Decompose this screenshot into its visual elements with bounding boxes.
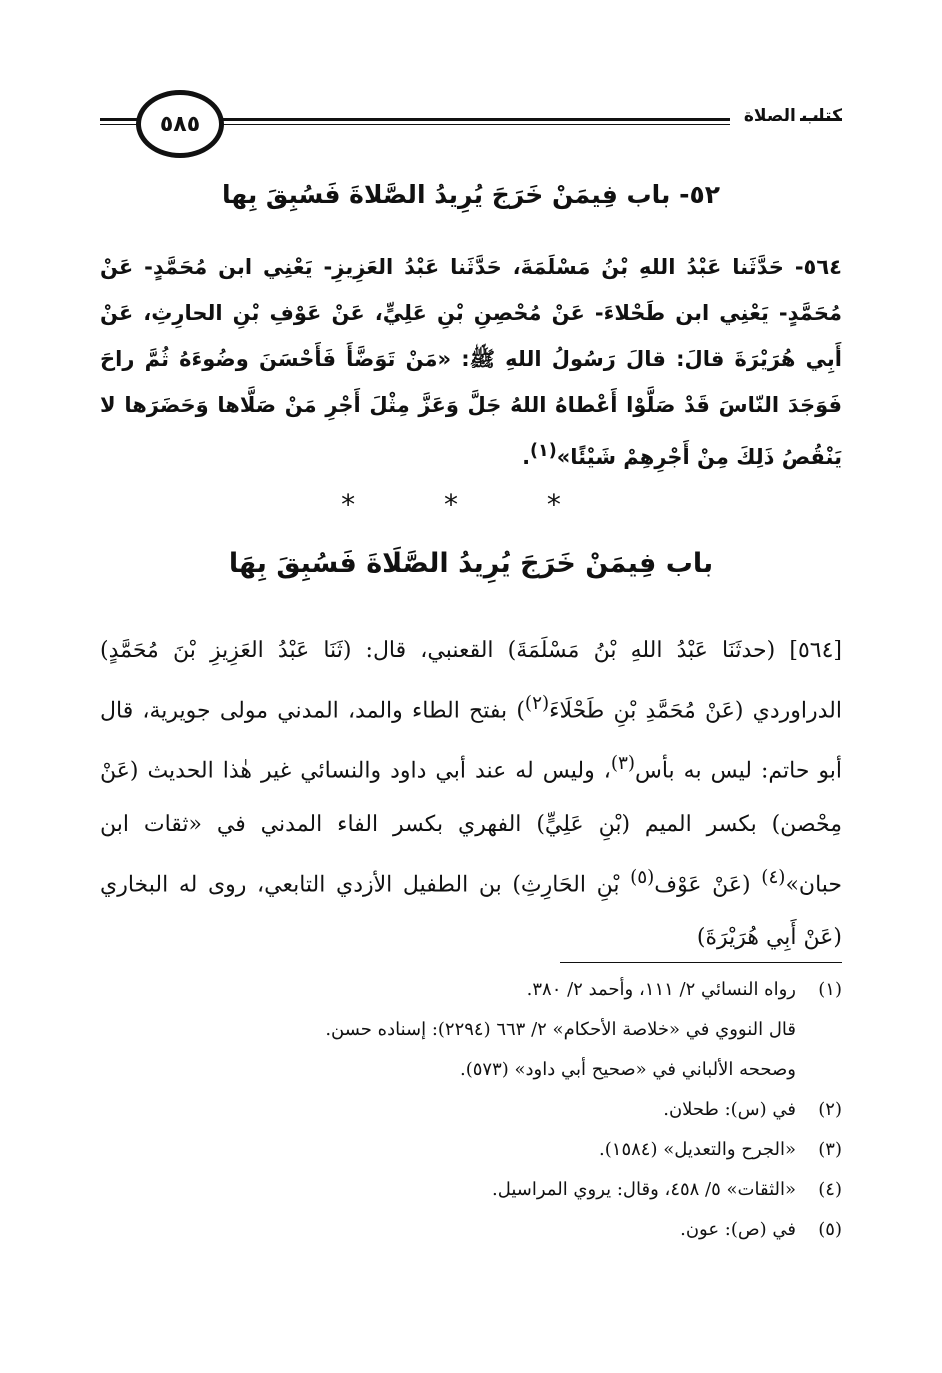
commentary-title: باب فِيمَنْ خَرَجَ يُرِيدُ الصَّلَاةَ فَسُبِقَ بِهَا <box>228 548 714 579</box>
page-number: ٥٨٥ <box>159 111 201 137</box>
page-number-oval <box>136 90 224 158</box>
footnote-5 <box>140 1210 842 1250</box>
running-title: كتاب الصلاة <box>743 106 842 126</box>
page-header <box>100 84 842 164</box>
footnote-1-line-2: قال النووي في «خلاصة الأحكام» ٢/ ٦٦٣ (٢٢٩٤): إسناده حسن. <box>325 1019 796 1040</box>
footnote-text: «الثقات» ٥/ ٤٥٨، وقال: يروي المراسيل. <box>492 1179 796 1200</box>
hadith-end: . <box>522 445 531 469</box>
footnote-2 <box>140 1090 842 1130</box>
hadith-text <box>100 244 842 480</box>
header-rule-left <box>100 118 140 121</box>
footnote-number: (٤) <box>818 1179 842 1200</box>
footnote-4 <box>140 1170 842 1210</box>
footnote-ref-5: (٥) <box>630 866 655 888</box>
footnote-separator <box>560 962 842 963</box>
hadith-body: ٥٦٤- حَدَّثَنا عَبْدُ اللهِ بْنُ مَسْلَمَةَ، حَدَّثَنا عَبْدُ العَزِيزِ- يَعْنِي ابن مُحَمَّدٍ- عَنْ مُحَمَّدٍ- يَعْنِي ابن طَحْلاءَ- عَنْ مُحْصِنِ بْنِ عَلِيٍّ، عَنْ عَوْفِ بْنِ الحارِثِ، عَنْ أَبِي هُرَيْرَةَ قالَ: قالَ رَسُولُ اللهِ ﷺ: «مَنْ تَوَضَّأَ فَأَحْسَنَ وضُوءَهُ ثُمَّ راحَ فَوَجَدَ النّاسَ قَدْ صَلَّوْا أَعْطاهُ اللهُ جَلَّ وَعَزَّ مِثْلَ أَجْرِ مَنْ صَلَّاها وَحَضَرَها لا يَنْقُصُ ذَلِكَ مِنْ أَجْرِهِمْ شَيْئًا» <box>100 255 842 469</box>
footnote-text: «الجرح والتعديل» (١٥٨٤). <box>599 1139 796 1160</box>
footnote-3 <box>140 1130 842 1170</box>
footnote-ref-2: (٢) <box>524 693 550 714</box>
header-rule-main-thin <box>220 124 730 125</box>
footnote-1 <box>140 970 842 1010</box>
commentary-part-4: (عَنْ عَوْف <box>654 871 762 897</box>
footnote-text: في (ص): عون. <box>680 1219 796 1240</box>
footnote-number: (٢) <box>818 1099 842 1120</box>
footnote-ref-4: (٤) <box>761 866 786 888</box>
footnote-1-line-3: وصححه الألباني في «صحيح أبي داود» (٥٧٣). <box>460 1059 796 1080</box>
commentary-text <box>100 624 842 964</box>
footnote-number: (١) <box>818 979 842 1000</box>
section-separator: * * * <box>341 488 601 521</box>
footnote-number: (٣) <box>818 1139 842 1160</box>
footnotes <box>140 970 842 1250</box>
header-rule-left-thin <box>100 124 140 125</box>
commentary-part-5: بْنِ الحَارِثِ) بن الطفيل الأزدي التابعي، روى له البخاري (عَنْ أَبِي هُرَيْرَةَ) <box>100 871 842 950</box>
commentary-part-3: ، وليس له عند أبي داود والنسائي غير هٰذا الحديث (عَنْ مِحْصن) بكسر الميم (بْنِ عَلِيٍّ) الفهري بكسر الفاء المدني في «ثقات ابن حبان» <box>100 758 843 897</box>
footnote-text: في (س): طحلان. <box>663 1099 796 1120</box>
commentary-part-1: [٥٦٤] (حدثَنَا عَبْدُ اللهِ بْنُ مَسْلَمَةَ) القعنبي، قال: (ثَنَا عَبْدُ العَزِيزِ بْنَ مُحَمَّدٍ) الدراوردي (عَنْ مُحَمَّدِ بْنِ طَحْلَاءَ <box>100 638 842 724</box>
footnote-ref-1: (١) <box>530 441 557 461</box>
header-rule-main <box>220 118 730 121</box>
footnote-number: (٥) <box>818 1219 842 1240</box>
chapter-title: ٥٢- باب فِيمَنْ خَرَجَ يُرِيدُ الصَّلاةَ فَسُبِقَ بِها <box>221 180 721 209</box>
footnote-text: رواه النسائي ٢/ ١١١، وأحمد ٢/ ٣٨٠. <box>526 979 796 1000</box>
footnote-ref-3: (٣) <box>610 753 635 775</box>
commentary-part-2: ) بفتح الطاء والمد، المدني مولى جويرية، قال أبو حاتم: ليس به بأس <box>100 698 843 784</box>
